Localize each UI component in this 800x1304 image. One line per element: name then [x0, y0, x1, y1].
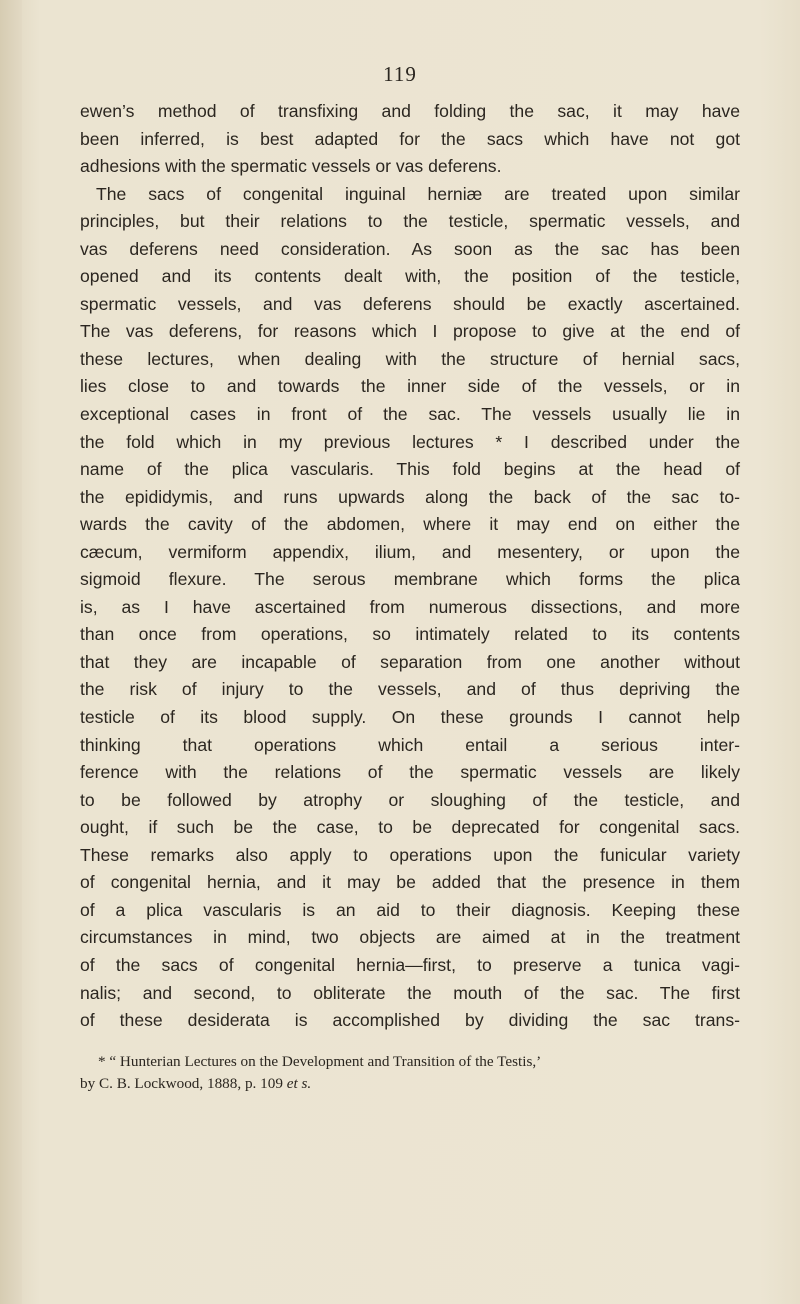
text-line: to be followed by atrophy or sloughing of the testicle, and	[80, 789, 740, 810]
text-line: vas deferens need consideration. As soon as the sac has been	[80, 238, 740, 259]
body-text	[80, 98, 740, 1035]
text-line: lies close to and towards the inner side of the vessels, or in	[80, 376, 740, 397]
footnote-line: * “ Hunterian Lectures on the Development and Transition of the Testis,’	[98, 1053, 542, 1070]
text-line: than once from operations, so intimately related to its contents	[80, 624, 740, 645]
text-line: cæcum, vermiform appendix, ilium, and mesentery, or upon the	[80, 541, 740, 562]
text-line: ference with the relations of the spermatic vessels are likely	[80, 762, 740, 783]
text-line: of the sacs of congenital hernia—first, to preserve a tunica vagi-	[80, 954, 740, 975]
text-line: of congenital hernia, and it may be added that the presence in them	[80, 872, 740, 893]
text-line: ought, if such be the case, to be deprecated for congenital sacs.	[80, 817, 740, 838]
text-line: testicle of its blood supply. On these grounds I cannot help	[80, 707, 740, 728]
text-line: circumstances in mind, two objects are aimed at in the treatment	[80, 927, 740, 948]
text-line: These remarks also apply to operations upon the funicular variety	[80, 844, 740, 865]
text-line: opened and its contents dealt with, the position of the testicle,	[80, 266, 740, 287]
text-line: ewen’s method of transfixing and folding the sac, it may have	[80, 101, 740, 121]
text-line: exceptional cases in front of the sac. The vessels usually lie in	[80, 404, 740, 425]
text-line: thinking that operations which entail a serious inter-	[80, 734, 740, 755]
text-line: these lectures, when dealing with the structure of hernial sacs,	[80, 348, 740, 369]
text-line: the fold which in my previous lectures * I described under the	[80, 431, 740, 452]
text-line: is, as I have ascertained from numerous dissections, and more	[80, 596, 740, 617]
text-line: of a plica vascularis is an aid to their diagnosis. Keeping these	[80, 899, 740, 920]
text-line: the epididymis, and runs upwards along the back of the sac to-	[80, 486, 740, 507]
text-line: sigmoid flexure. The serous membrane which forms the plica	[80, 569, 740, 590]
text-line: the risk of injury to the vessels, and of thus depriving the	[80, 679, 740, 700]
footnote-line	[80, 1073, 740, 1095]
text-line: of these desiderata is accomplished by dividing the sac trans-	[80, 1010, 740, 1031]
page-number: 119	[383, 62, 417, 86]
text-line: nalis; and second, to obliterate the mouth of the sac. The first	[80, 982, 740, 1003]
text-line: been inferred, is best adapted for the sacs which have not got	[80, 128, 740, 149]
text-line: wards the cavity of the abdomen, where it may end on either the	[80, 514, 740, 535]
text-line: principles, but their relations to the testicle, spermatic vessels, and	[80, 211, 740, 232]
text-line: name of the plica vascularis. This fold begins at the head of	[80, 459, 740, 480]
footnote-citation: by C. B. Lockwood, 1888, p. 109	[80, 1075, 287, 1092]
text-line: The vas deferens, for reasons which I propose to give at the end of	[80, 321, 740, 342]
text-line: adhesions with the spermatic vessels or vas deferens.	[80, 156, 502, 177]
footnote	[80, 1051, 740, 1095]
text-line: The sacs of congenital inguinal herniæ are treated upon similar	[96, 183, 740, 204]
page-binding-edge	[0, 0, 22, 1304]
footnote-et-seq: et s.	[286, 1075, 312, 1092]
text-line: spermatic vessels, and vas deferens should be exactly ascertained.	[80, 293, 740, 314]
text-line: that they are incapable of separation from one another without	[80, 651, 740, 672]
